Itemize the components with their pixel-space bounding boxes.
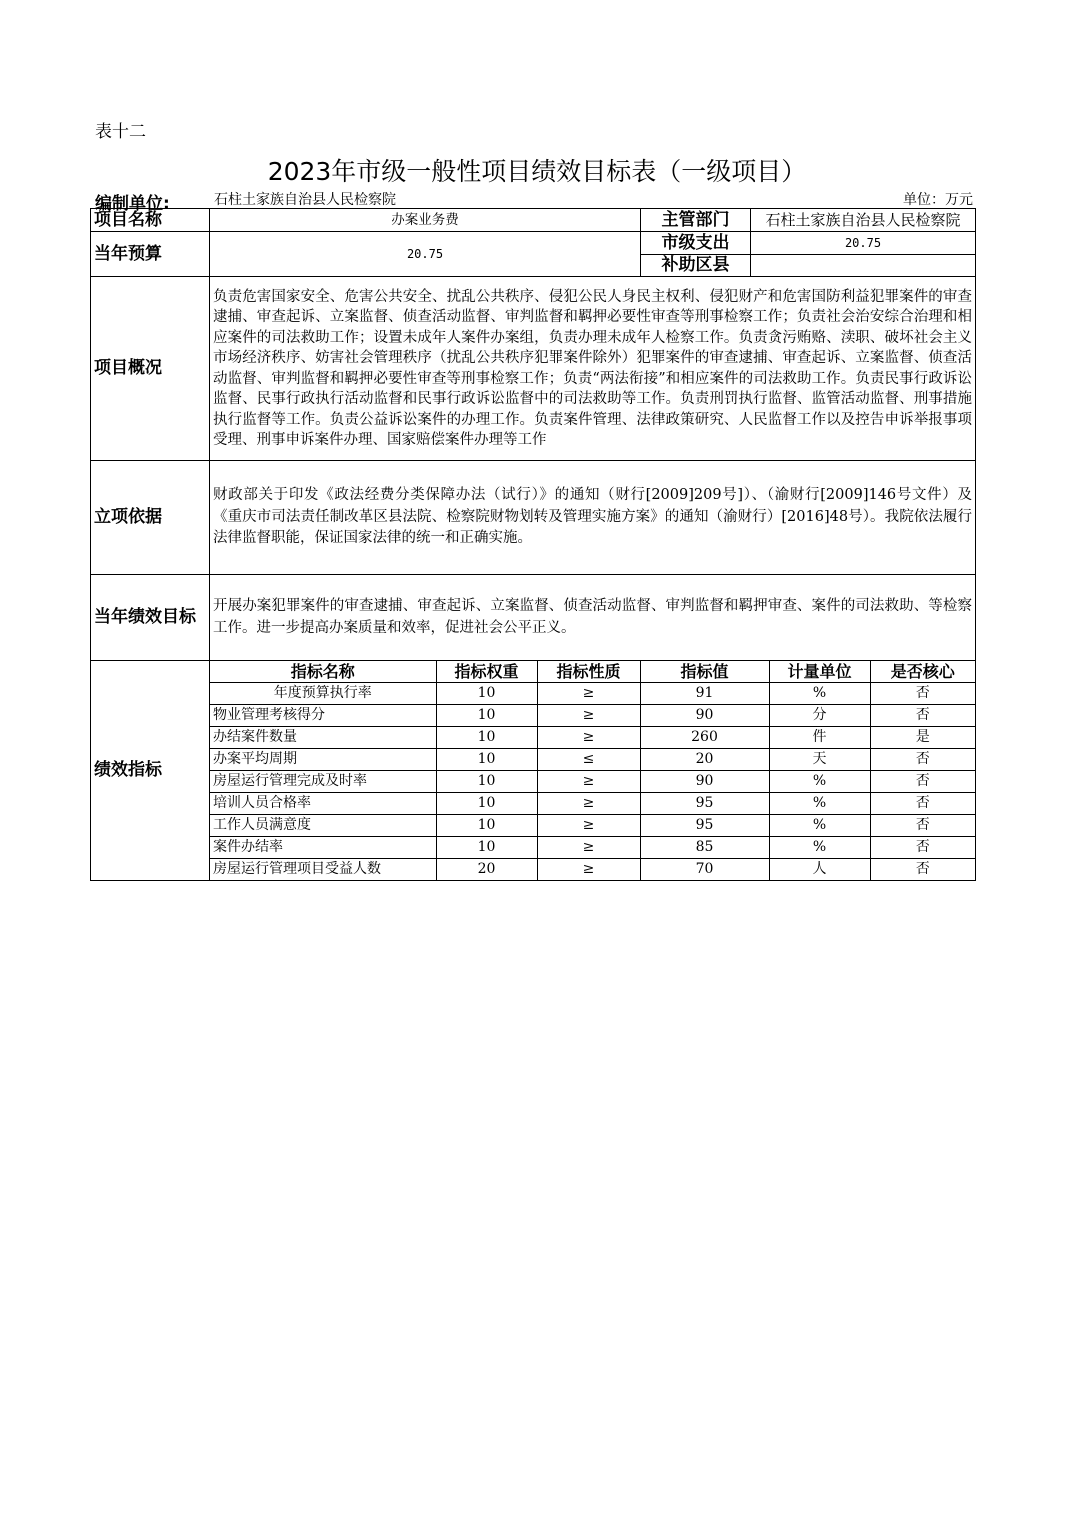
- indicator-weight: 10: [436, 683, 537, 705]
- page-title: 2023年市级一般性项目绩效目标表（一级项目）: [267, 157, 807, 186]
- indicator-is-core: 否: [870, 749, 975, 771]
- indicator-value: 70: [640, 859, 769, 881]
- org-label: 编制单位:: [95, 194, 170, 214]
- indicator-weight: 10: [436, 815, 537, 837]
- indicator-weight: 10: [436, 749, 537, 771]
- indicator-nature: ≥: [537, 837, 640, 859]
- dept-label: 主管部门: [641, 209, 751, 232]
- indicator-is-core: 否: [870, 683, 975, 705]
- unit-label: 单位：万元: [903, 192, 973, 208]
- indicator-name: 物业管理考核得分: [210, 705, 436, 727]
- indicator-value: 85: [640, 837, 769, 859]
- indicator-weight: 10: [436, 771, 537, 793]
- subsidy-value: [751, 255, 976, 277]
- indicators-header-row: [210, 661, 975, 683]
- indicator-is-core: 否: [870, 705, 975, 727]
- indicator-name: 办案平均周期: [210, 749, 436, 771]
- overview-text: 负责危害国家安全、危害公共安全、扰乱公共秩序、侵犯公民人身民主权利、侵犯财产和危害国防利益犯罪案件的审查逮捕、审查起诉、立案监督、侦查活动监督、审判监督和羁押必要性审查等刑事检察工作；负责社会治安综合治理和相应案件的司法救助工作；设置未成年人案件办案组，负责办理未成年人检察工作。负责贪污贿赂、渎职、破坏社会主义市场经济秩序、妨害社会管理秩序（扰乱公共秩序犯罪案件除外）犯罪案件的审查逮捕、审查起诉、立案监督、侦查活动监督、审判监督和羁押必要性审查等刑事检察工作；负责“两法衔接”和相应案件的司法救助工作。负责民事行政诉讼监督、民事行政执行活动监督和民事行政诉讼监督中的司法救助等工作。负责刑罚执行监督、监管活动监督、刑事措施执行监督等工作。负责公益诉讼案件的办理工作。负责案件管理、法律政策研究、人民监督工作以及控告申诉举报事项受理、刑事申诉案件办理、国家赔偿案件办理等工作: [210, 277, 976, 461]
- indicator-name: 年度预算执行率: [210, 683, 436, 705]
- table-row: [210, 815, 975, 837]
- indicator-is-core: 否: [870, 771, 975, 793]
- indicators-cell: [210, 661, 976, 881]
- project-name-value: 办案业务费: [210, 209, 641, 232]
- budget-label: 当年预算: [91, 232, 210, 277]
- indicator-weight: 10: [436, 705, 537, 727]
- indicators-table: [210, 661, 975, 880]
- indicator-name: 房屋运行管理完成及时率: [210, 771, 436, 793]
- indicator-nature: ≥: [537, 727, 640, 749]
- budget-value: 20.75: [210, 232, 641, 277]
- indicator-unit: 人: [769, 859, 870, 881]
- indicator-unit: %: [769, 837, 870, 859]
- indicator-weight: 10: [436, 837, 537, 859]
- indicator-nature: ≥: [537, 793, 640, 815]
- indicator-weight: 10: [436, 727, 537, 749]
- performance-table: [90, 208, 976, 881]
- project-name-label: 项目名称: [91, 209, 210, 232]
- indicator-is-core: 是: [870, 727, 975, 749]
- org-value: 石柱土家族自治县人民检察院: [214, 192, 396, 208]
- header-unit: 计量单位: [769, 661, 870, 683]
- indicator-unit: %: [769, 683, 870, 705]
- subsidy-label: 补助区县: [641, 255, 751, 277]
- indicator-value: 95: [640, 793, 769, 815]
- indicator-weight: 10: [436, 793, 537, 815]
- indicator-is-core: 否: [870, 815, 975, 837]
- indicator-unit: 天: [769, 749, 870, 771]
- indicator-value: 95: [640, 815, 769, 837]
- indicator-nature: ≤: [537, 749, 640, 771]
- indicator-value: 91: [640, 683, 769, 705]
- indicator-weight: 20: [436, 859, 537, 881]
- basis-text: 财政部关于印发《政法经费分类保障办法（试行）》的通知（财行[2009]209号]）、（渝财行[2009]146号文件）及《重庆市司法责任制改革区县法院、检察院财物划转及管理实施方案》的通知（渝财行）[2016]48号）。我院依法履行法律监督职能，保证国家法律的统一和正确实施。: [210, 461, 976, 575]
- header-is-core: 是否核心: [870, 661, 975, 683]
- indicator-unit: %: [769, 815, 870, 837]
- indicator-name: 案件办结率: [210, 837, 436, 859]
- indicator-unit: %: [769, 793, 870, 815]
- indicator-unit: 件: [769, 727, 870, 749]
- indicator-nature: ≥: [537, 815, 640, 837]
- indicator-is-core: 否: [870, 837, 975, 859]
- indicators-label: 绩效指标: [91, 661, 210, 881]
- dept-value: 石柱土家族自治县人民检察院: [751, 209, 976, 232]
- header-value: 指标值: [640, 661, 769, 683]
- header-indicator-name: 指标名称: [210, 661, 436, 683]
- indicator-is-core: 否: [870, 793, 975, 815]
- indicator-value: 260: [640, 727, 769, 749]
- table-row: [210, 859, 975, 881]
- basis-label: 立项依据: [91, 461, 210, 575]
- header-nature: 指标性质: [537, 661, 640, 683]
- indicator-nature: ≥: [537, 771, 640, 793]
- table-row: [210, 793, 975, 815]
- indicator-nature: ≥: [537, 859, 640, 881]
- table-row: [210, 771, 975, 793]
- indicator-is-core: 否: [870, 859, 975, 881]
- table-row: [210, 837, 975, 859]
- goal-text: 开展办案犯罪案件的审查逮捕、审查起诉、立案监督、侦查活动监督、审判监督和羁押审查、案件的司法救助、等检察工作。进一步提高办案质量和效率，促进社会公平正义。: [210, 575, 976, 661]
- indicator-unit: %: [769, 771, 870, 793]
- header-weight: 指标权重: [436, 661, 537, 683]
- indicator-name: 房屋运行管理项目受益人数: [210, 859, 436, 881]
- indicator-unit: 分: [769, 705, 870, 727]
- table-row: [210, 705, 975, 727]
- indicator-name: 办结案件数量: [210, 727, 436, 749]
- goal-label: 当年绩效目标: [91, 575, 210, 661]
- indicator-name: 工作人员满意度: [210, 815, 436, 837]
- table-number: 表十二: [95, 122, 146, 142]
- table-row: [210, 749, 975, 771]
- indicator-value: 90: [640, 705, 769, 727]
- indicator-nature: ≥: [537, 683, 640, 705]
- indicator-nature: ≥: [537, 705, 640, 727]
- table-row: [210, 727, 975, 749]
- table-row: [210, 683, 975, 705]
- city-expenditure-value: 20.75: [751, 232, 976, 255]
- indicator-value: 90: [640, 771, 769, 793]
- city-expenditure-label: 市级支出: [641, 232, 751, 255]
- indicator-value: 20: [640, 749, 769, 771]
- overview-label: 项目概况: [91, 277, 210, 461]
- indicator-name: 培训人员合格率: [210, 793, 436, 815]
